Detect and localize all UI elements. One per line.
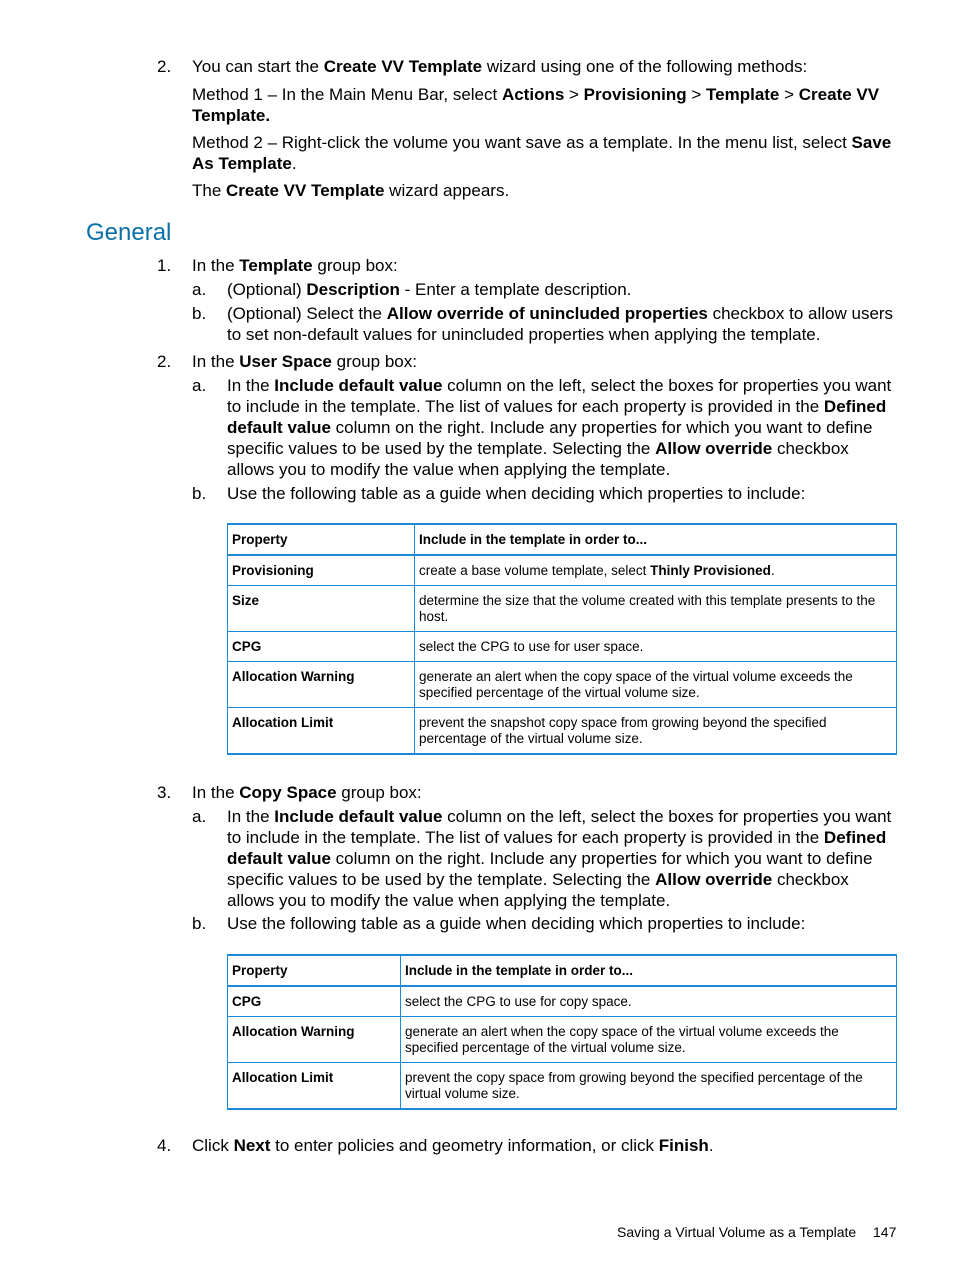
table-header-row: [228, 955, 897, 986]
list-letter: a.: [192, 280, 207, 299]
property-cell: Provisioning: [228, 555, 415, 586]
step-text: You can start the Create VV Template wizard using one of the following methods:: [192, 57, 808, 76]
description-cell: prevent the snapshot copy space from growing beyond the specified percentage of the virtual volume size.: [415, 708, 897, 755]
list-number: 3.: [157, 783, 172, 802]
table-row: [228, 586, 897, 632]
description-cell: prevent the copy space from growing beyond the specified percentage of the virtual volume size.: [401, 1063, 897, 1110]
description-cell: select the CPG to use for user space.: [415, 632, 897, 662]
list-number: 2.: [157, 57, 172, 76]
list-number: 1.: [157, 256, 172, 275]
substep-text: (Optional) Description - Enter a template description.: [227, 280, 632, 299]
table-row: [228, 662, 897, 708]
step-text: In the Template group box:: [192, 256, 398, 275]
wizard-appears-text: The Create VV Template wizard appears.: [192, 181, 510, 200]
step-text: In the Copy Space group box:: [192, 783, 422, 802]
property-cell: CPG: [228, 986, 401, 1017]
list-number: 2.: [157, 352, 172, 371]
list-letter: a.: [192, 807, 207, 826]
description-cell: generate an alert when the copy space of the virtual volume exceeds the specified percentage of the virtual volume size.: [415, 662, 897, 708]
table-row: [228, 632, 897, 662]
table-row: [228, 1017, 897, 1063]
method-2-text: Method 2 – Right-click the volume you want save as a template. In the menu list, select Save As Template.: [192, 133, 892, 173]
column-header: Include in the template in order to...: [415, 524, 897, 555]
column-header: Include in the template in order to...: [401, 955, 897, 986]
section-heading-general: General: [86, 219, 172, 246]
property-cell: CPG: [228, 632, 415, 662]
list-letter: b.: [192, 914, 207, 933]
column-header: Property: [228, 955, 401, 986]
footer-title: Saving a Virtual Volume as a Template: [617, 1224, 857, 1240]
page-number: 147: [873, 1224, 897, 1240]
list-letter: b.: [192, 304, 207, 323]
table-header-row: [228, 524, 897, 555]
list-letter: a.: [192, 376, 207, 395]
list-letter: b.: [192, 484, 207, 503]
table-row: [228, 708, 897, 755]
substep-text: In the Include default value column on the left, select the boxes for properties you want to include in the template. The list of values for each property is provided in the Defined default value column on the right. Include any properties for which you want to define specific values to be used by the template. Selecting the Allow override checkbox allows you to modify the value when applying the template.: [227, 807, 892, 910]
step-text: Click Next to enter policies and geometry information, or click Finish.: [192, 1136, 714, 1155]
column-header: Property: [228, 524, 415, 555]
property-cell: Allocation Limit: [228, 1063, 401, 1110]
step-text: In the User Space group box:: [192, 352, 417, 371]
property-cell: Allocation Warning: [228, 1017, 401, 1063]
table-row: [228, 555, 897, 586]
user-space-table: [227, 523, 897, 755]
description-cell: determine the size that the volume created with this template presents to the host.: [415, 586, 897, 632]
description-cell: select the CPG to use for copy space.: [401, 986, 897, 1017]
description-cell: create a base volume template, select Thinly Provisioned.: [415, 555, 897, 586]
substep-text: Use the following table as a guide when deciding which properties to include:: [227, 484, 806, 503]
property-cell: Allocation Limit: [228, 708, 415, 755]
substep-text: (Optional) Select the Allow override of unincluded properties checkbox to allow users to set non-default values for unincluded properties when applying the template.: [227, 304, 894, 344]
table-row: [228, 986, 897, 1017]
table-row: [228, 1063, 897, 1110]
substep-text: Use the following table as a guide when deciding which properties to include:: [227, 914, 806, 933]
list-number: 4.: [157, 1136, 172, 1155]
substep-text: In the Include default value column on the left, select the boxes for properties you want to include in the template. The list of values for each property is provided in the Defined default value column on the right. Include any properties for which you want to define specific values to be used by the template. Selecting the Allow override checkbox allows you to modify the value when applying the template.: [227, 376, 892, 479]
description-cell: generate an alert when the copy space of the virtual volume exceeds the specified percentage of the virtual volume size.: [401, 1017, 897, 1063]
copy-space-table: [227, 954, 897, 1110]
property-cell: Size: [228, 586, 415, 632]
property-cell: Allocation Warning: [228, 662, 415, 708]
method-1-text: Method 1 – In the Main Menu Bar, select Actions > Provisioning > Template > Create VV Template.: [192, 85, 880, 125]
